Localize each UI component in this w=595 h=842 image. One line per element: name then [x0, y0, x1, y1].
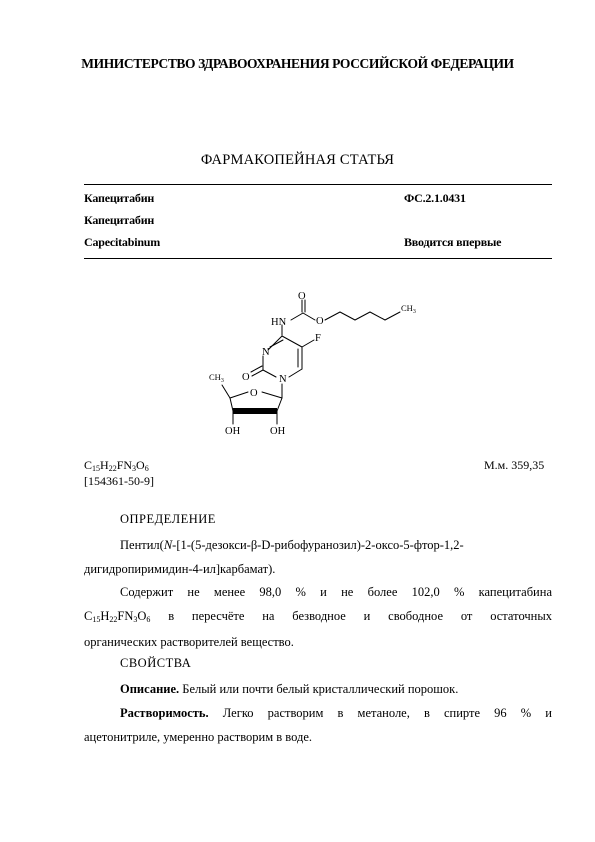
ester-oxygen-label: O	[316, 316, 324, 327]
content-line-2: $C_{15}H_{22}FN_3O_6$ в пересчёте на безводное и свободное от остаточных	[84, 608, 552, 624]
solubility-text-1: Легко растворим в метаноле, в спирте 96 % и	[208, 706, 552, 720]
amine-label: HN	[271, 317, 287, 328]
content-line-1: Содержит не менее 98,0 % и не более 102,0 % капецитабина	[120, 585, 552, 599]
properties-heading: СВОЙСТВА	[120, 656, 192, 670]
name-latin: Capecitabinum	[84, 235, 161, 249]
molecular-formula: $C_{15}H_{22}FN_3O_6$	[84, 458, 149, 473]
status-note: Вводится впервые	[404, 235, 502, 249]
terminal-methyl-label: $CH_3$	[401, 303, 416, 315]
definition-paragraph	[84, 534, 552, 581]
sugar-methyl-label: $CH_3$	[209, 372, 224, 384]
ring-nitrogen-label: N	[262, 347, 270, 358]
fluorine-label: F	[315, 333, 321, 344]
name-russian: Капецитабин	[84, 191, 155, 205]
ring-carbonyl-oxygen-label: O	[242, 372, 250, 383]
glycosidic-nitrogen-label: N	[279, 374, 287, 385]
content-paragraph	[84, 581, 552, 655]
furanose-oxygen-label: O	[250, 388, 258, 399]
content-line-3: органических растворителей вещество.	[84, 635, 294, 649]
definition-line-1: Пентил(N-[1-(5-дезокси-β-D-рибофуранозил)-2-оксо-5-фтор-1,2-	[120, 538, 464, 552]
definition-line-2: дигидропиримидин-4-ил]карбамат).	[84, 561, 276, 576]
solubility-text-2: ацетонитриле, умеренно растворим в воде.	[84, 729, 313, 744]
solubility-label: Растворимость.	[120, 706, 209, 720]
ministry-header: МИНИСТЕРСТВО ЗДРАВООХРАНЕНИЯ РОССИЙСКОЙ ФЕДЕРАЦИИ	[81, 56, 514, 71]
solubility-paragraph	[84, 702, 552, 749]
description-paragraph	[84, 678, 552, 702]
monograph-code: ФС.2.1.0431	[404, 191, 466, 205]
definition-heading: ОПРЕДЕЛЕНИЕ	[120, 512, 216, 526]
document-title: ФАРМАКОПЕЙНАЯ СТАТЬЯ	[200, 152, 395, 168]
molecular-mass: М.м. 359,35	[484, 458, 545, 472]
name-russian-second: Капецитабин	[84, 213, 155, 227]
description-text: Белый или почти белый кристаллический порошок.	[179, 682, 459, 696]
hydroxyl-right-label: OH	[270, 426, 286, 437]
hydroxyl-left-label: OH	[225, 426, 241, 437]
cas-number: [154361-50-9]	[84, 474, 154, 488]
description-label: Описание.	[120, 682, 180, 696]
carbonyl-oxygen-label: O	[298, 291, 306, 302]
